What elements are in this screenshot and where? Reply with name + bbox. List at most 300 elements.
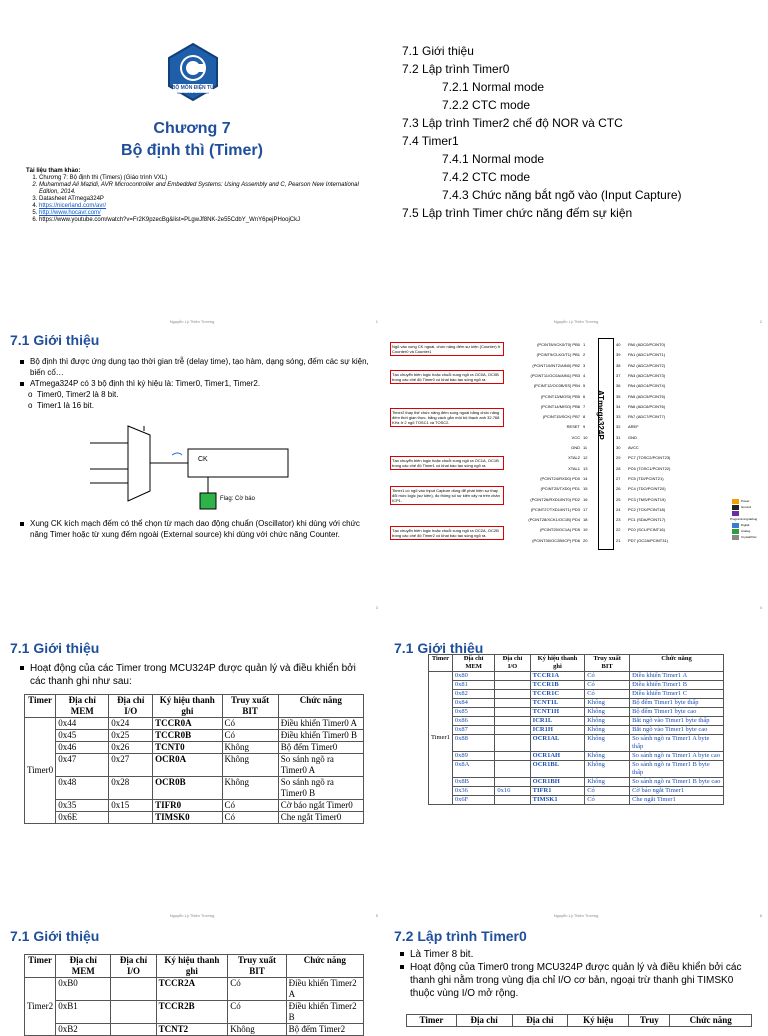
pin-label: (PCINT24/RXD0) PD0 bbox=[540, 475, 580, 481]
table-cell bbox=[109, 812, 153, 824]
table-cell: TIFR1 bbox=[530, 787, 585, 796]
table-cell: TIMSK1 bbox=[530, 796, 585, 805]
page-number: 4 bbox=[759, 605, 762, 610]
column-header: Ký hiệu thanh ghi bbox=[156, 955, 228, 978]
table-cell: Không bbox=[585, 735, 630, 752]
bullet-text: Bộ định thì được ứng dụng tạo thời gian trễ (delay time), tạo hàm, dạng sóng, đếm các sự kiện, biến cố… bbox=[30, 357, 369, 377]
references bbox=[26, 168, 366, 224]
pin-label: XTAL2 bbox=[568, 455, 580, 461]
table-row bbox=[429, 717, 724, 726]
table-cell: 0x46 bbox=[56, 742, 109, 754]
pin-number: 2 bbox=[583, 352, 586, 358]
pin-label: AVCC bbox=[628, 445, 639, 450]
chapter-title: Bộ định thì (Timer) bbox=[121, 142, 263, 159]
legend-item: Crystal/Osc bbox=[730, 534, 768, 540]
pin-number: 29 bbox=[616, 455, 621, 461]
pin-number: 1 bbox=[583, 342, 586, 347]
bullet-text: Hoạt động của Timer0 trong MCU324P được quản lý và điều khiển bởi các thanh ghi nằm trong vùng địa chỉ I/O cơ bản, ngoại trừ thanh ghi TIMSK0 thuộc vùng I/O mở rộng. bbox=[410, 961, 754, 1000]
table-row bbox=[429, 690, 724, 699]
table-row bbox=[25, 800, 364, 812]
pin-label: (PCINT27/TXD1/INT1) PD3 bbox=[530, 506, 580, 512]
slide-footer: Nguyễn Lý Thiên Trường bbox=[553, 319, 599, 324]
chapter-number: Chương 7 bbox=[153, 120, 231, 137]
table-row bbox=[25, 718, 364, 730]
legend-item: Power bbox=[730, 498, 768, 504]
table-cell: Không bbox=[585, 708, 630, 717]
table-cell: OCR1AL bbox=[530, 735, 585, 752]
toc-item[interactable]: 7.4.1 Normal mode bbox=[442, 152, 545, 166]
pin-number: 24 bbox=[616, 506, 621, 512]
column-header: Truy xuất BIT bbox=[228, 955, 286, 978]
timer-cell: Timer1 bbox=[429, 672, 453, 805]
table-cell: TCNT0 bbox=[153, 742, 222, 754]
table-cell: 0x25 bbox=[109, 730, 153, 742]
table-cell bbox=[495, 796, 530, 805]
bullet-text: Hoạt động của các Timer trong MCU324P được quản lý và điều khiển bởi các thanh ghi như sau: bbox=[30, 662, 369, 688]
column-header: Timer bbox=[429, 655, 453, 672]
table-cell: 0x15 bbox=[109, 800, 153, 812]
table-cell: Có bbox=[222, 730, 278, 742]
table-cell bbox=[495, 778, 530, 787]
page-number: 2 bbox=[759, 319, 762, 324]
table-cell: Không bbox=[585, 761, 630, 778]
pin-label: PA1 (ADC1/PCINT1) bbox=[628, 352, 666, 358]
table-cell: TCCR1A bbox=[530, 672, 585, 681]
table-cell: Điều khiển Timer0 B bbox=[278, 730, 363, 742]
note-box: Tạo chuyển biến logic hoặc chuỗi xung ngõ ra OC0A, OC0B trong các chế độ Timer0 có khai báo tạo sóng ngõ ra. bbox=[390, 370, 504, 384]
pin-number: 9 bbox=[583, 424, 586, 430]
pin-number: 6 bbox=[583, 393, 586, 399]
table-cell: Có bbox=[585, 672, 630, 681]
toc-item[interactable]: 7.2.1 Normal mode bbox=[442, 80, 545, 94]
column-header: Ký hiệu bbox=[568, 1015, 629, 1027]
pin-number: 21 bbox=[616, 537, 621, 543]
table-cell: TCCR1C bbox=[530, 690, 585, 699]
table-cell: Bộ đếm Timer1 byte cao bbox=[630, 708, 724, 717]
column-header: Địa chỉ MEM bbox=[56, 955, 111, 978]
table-cell bbox=[495, 761, 530, 778]
table-cell: So sánh ngõ ra Timer0 A bbox=[278, 754, 363, 777]
table-cell: 0x44 bbox=[56, 718, 109, 730]
table-cell: Có bbox=[585, 787, 630, 796]
pin-label: VCC bbox=[571, 434, 580, 440]
pin-label: PA5 (ADC5/PCINT5) bbox=[628, 393, 666, 399]
table-row bbox=[25, 730, 364, 742]
pin-number: 39 bbox=[616, 352, 621, 358]
table-row bbox=[25, 1001, 364, 1024]
pin-number: 8 bbox=[583, 414, 586, 420]
table-cell: 0x36 bbox=[452, 787, 494, 796]
logo-subtext: Electronics Department bbox=[177, 91, 209, 95]
table-cell bbox=[495, 717, 530, 726]
pin-number: 14 bbox=[583, 475, 588, 481]
ck-label: CK bbox=[198, 456, 208, 463]
table-cell: TCNT1L bbox=[530, 699, 585, 708]
table-cell: 0x45 bbox=[56, 730, 109, 742]
table-cell: Không bbox=[585, 726, 630, 735]
pin-label: (PCINT29/OC1A) PD5 bbox=[539, 527, 580, 533]
table-cell: TCNT1H bbox=[530, 708, 585, 717]
table-cell: TCNT2 bbox=[156, 1024, 228, 1036]
pin-number: 19 bbox=[583, 527, 588, 533]
pin-number: 28 bbox=[616, 465, 621, 471]
slide-timer0-registers bbox=[0, 616, 384, 924]
table-cell: Điều khiển Timer2 A bbox=[286, 978, 363, 1001]
pin-label: PA0 (ADC0/PCINT0) bbox=[628, 342, 666, 347]
table-row bbox=[25, 812, 364, 824]
pin-label: PA2 (ADC2/PCINT2) bbox=[628, 362, 666, 368]
pin-legend bbox=[730, 498, 768, 540]
table-cell: Không bbox=[222, 742, 278, 754]
column-header: Timer bbox=[25, 695, 56, 718]
column-header: Chức năng bbox=[286, 955, 363, 978]
toc-item[interactable]: 7.4.3 Chức năng bắt ngõ vào (Input Capture) bbox=[442, 188, 682, 202]
slide-title: 7.1 Giới thiệu bbox=[10, 640, 100, 656]
table-cell: Bắt ngõ vào Timer1 byte thấp bbox=[630, 717, 724, 726]
pin-number: 18 bbox=[583, 517, 588, 523]
slide-timer2-registers bbox=[0, 920, 384, 1034]
column-header: Truy bbox=[629, 1015, 670, 1027]
sub-bullet: o Timer1 là 16 bit. bbox=[28, 401, 94, 410]
reference-item: 3. Datasheet ATmega324P bbox=[39, 196, 366, 203]
pin-number: 30 bbox=[616, 445, 621, 450]
legend-item: Digital bbox=[730, 522, 768, 528]
column-header: Chức năng bbox=[278, 695, 363, 718]
register-table bbox=[428, 654, 724, 805]
pin-number: 11 bbox=[583, 445, 588, 450]
table-cell: So sánh ngõ ra Timer1 A byte thấp bbox=[630, 735, 724, 752]
note-box: Timer2 thay thế chức năng đếm sung ngoài bằng chức năng đếm thời gian thực, bằng cách gắn một bộ thạch anh 32.768 KHz ở 2 ngõ TOSC1 và TOSC2. bbox=[390, 408, 504, 427]
pin-label: (PCINT14/MISO) PB6 bbox=[540, 403, 580, 409]
pin-label: (PCINT10/INT2/AIN0) PB2 bbox=[532, 362, 580, 368]
slide-footer: Nguyễn Lý Thiên Trường bbox=[169, 319, 215, 324]
table-row bbox=[429, 672, 724, 681]
pin-label: XTAL1 bbox=[568, 465, 580, 471]
references-heading: Tài liệu tham khảo: bbox=[26, 168, 81, 174]
table-cell bbox=[495, 672, 530, 681]
timer-block-diagram bbox=[90, 421, 290, 511]
table-cell: Có bbox=[222, 718, 278, 730]
pin-number: 20 bbox=[583, 537, 588, 543]
pin-number: 25 bbox=[616, 496, 621, 502]
bullet-text: Xung CK kích mạch đếm có thể chọn từ mạch dao động chuẩn (Oscillator) khi dùng với chức năng Timer hoặc từ xung đếm ngoài (External source) khi dùng với chức năng Counter. bbox=[30, 518, 369, 540]
table-cell: Cờ báo ngắt Timer0 bbox=[278, 800, 363, 812]
table-cell: Cờ báo ngắt Timer1 bbox=[630, 787, 724, 796]
table-cell: 0xB2 bbox=[56, 1024, 111, 1036]
table-cell: Có bbox=[228, 978, 286, 1001]
table-row bbox=[25, 777, 364, 800]
table-cell: TIMSK0 bbox=[153, 812, 222, 824]
toc-item[interactable]: 7.2.2 CTC mode bbox=[442, 98, 531, 112]
table-cell: 0x28 bbox=[109, 777, 153, 800]
chapter-heading bbox=[0, 118, 384, 162]
table-cell: Bộ đếm Timer1 byte thấp bbox=[630, 699, 724, 708]
pin-label: PC7 (TOSC2/PCINT23) bbox=[628, 455, 671, 461]
note-box: Ngõ vào xung CK ngoài, chức năng đếm sự kiện (Counter) ở Counter0 và Counter1 bbox=[390, 342, 504, 356]
table-cell: Che ngắt Timer0 bbox=[278, 812, 363, 824]
pin-label: PC2 (TCK/PCINT18) bbox=[628, 506, 666, 512]
pin-number: 10 bbox=[583, 434, 588, 440]
table-cell: Có bbox=[222, 812, 278, 824]
toc-item[interactable]: 7.1 Giới thiệu bbox=[402, 44, 474, 58]
pin-number: 36 bbox=[616, 383, 621, 389]
slide-title bbox=[0, 22, 384, 330]
pin-label: PC0 (SCL/PCINT16) bbox=[628, 527, 665, 533]
slide-title: 7.1 Giới thiệu bbox=[394, 640, 484, 656]
table-row bbox=[429, 726, 724, 735]
table-cell: So sánh ngõ ra Timer1 A byte cao bbox=[630, 752, 724, 761]
table-cell: 0x6F bbox=[452, 796, 494, 805]
table-cell: 0x86 bbox=[452, 717, 494, 726]
pin-label: (PCINT30/OC2B/ICP) PD6 bbox=[532, 537, 580, 543]
register-table bbox=[24, 694, 364, 824]
column-header: Địa chỉ I/O bbox=[495, 655, 530, 672]
table-cell: 0x6E bbox=[56, 812, 109, 824]
table-cell bbox=[495, 699, 530, 708]
chip-name: ATmega324P bbox=[596, 390, 605, 440]
logo-text: BỘ MÔN ĐIỆN TỬ bbox=[171, 85, 215, 91]
table-cell: TCCR0B bbox=[153, 730, 222, 742]
toc-item[interactable]: 7.4 Timer1 bbox=[402, 134, 459, 148]
reference-link[interactable]: http://www.hocavr.com/ bbox=[39, 210, 101, 216]
column-header: Địa chỉ I/O bbox=[109, 695, 153, 718]
table-cell: Không bbox=[228, 1024, 286, 1036]
table-row bbox=[429, 796, 724, 805]
table-cell: Không bbox=[585, 699, 630, 708]
table-cell: 0x35 bbox=[56, 800, 109, 812]
slide-title: 7.1 Giới thiệu bbox=[10, 928, 100, 944]
slide-timer1-registers bbox=[384, 616, 768, 924]
pin-number: 37 bbox=[616, 372, 621, 378]
pin-number: 15 bbox=[583, 486, 588, 492]
pin-label: (PCINT9/CLKO/T1) PB1 bbox=[536, 352, 580, 358]
pin-label: (PCINT28/XCK1/OC1B) PD4 bbox=[528, 517, 580, 523]
table-row bbox=[429, 752, 724, 761]
table-cell: Không bbox=[222, 754, 278, 777]
pin-label: RESET bbox=[566, 424, 580, 430]
column-header: Địa chỉ bbox=[512, 1015, 568, 1027]
table-cell: Bắt ngõ vào Timer1 byte cao bbox=[630, 726, 724, 735]
pin-label: (PCINT8/XCK0/T0) PB0 bbox=[537, 342, 580, 347]
table-cell: 0xB0 bbox=[56, 978, 111, 1001]
table-cell: 0x87 bbox=[452, 726, 494, 735]
table-cell: OCR1BL bbox=[530, 761, 585, 778]
table-cell: TCCR0A bbox=[153, 718, 222, 730]
bullet-text: Là Timer 8 bit. bbox=[410, 948, 754, 961]
pin-number: 27 bbox=[616, 475, 621, 481]
table-cell: TIFR0 bbox=[153, 800, 222, 812]
column-header: Địa chỉ MEM bbox=[452, 655, 494, 672]
table-cell: 0x84 bbox=[452, 699, 494, 708]
table-cell: Không bbox=[585, 752, 630, 761]
table-row bbox=[429, 778, 724, 787]
note-box: Tạo chuyển biến logic hoặc chuỗi xung ngõ ra OC2A, OC2B trong các chế độ Timer2 có khai báo tạo sóng ngõ ra. bbox=[390, 526, 504, 540]
column-header: Ký hiệu thanh ghi bbox=[153, 695, 222, 718]
column-header: Ký hiệu thanh ghi bbox=[530, 655, 585, 672]
table-cell: Điều khiển Timer0 A bbox=[278, 718, 363, 730]
pin-label: PC3 (TMS/PCINT19) bbox=[628, 496, 666, 502]
table-row bbox=[429, 708, 724, 717]
table-cell bbox=[111, 978, 156, 1001]
reference-item: 2. Muhammad Ali Mazidi, AVR Microcontroller and Embedded Systems: Using Assembly and C, Pearson New International Edition, 2014. bbox=[39, 182, 366, 196]
toc-item[interactable]: 7.5 Lập trình Timer chức năng đếm sự kiện bbox=[402, 206, 633, 220]
slide-footer: Nguyễn Lý Thiên Trường bbox=[169, 913, 215, 918]
table-cell: Có bbox=[585, 681, 630, 690]
pin-number: 4 bbox=[583, 372, 586, 378]
table-row bbox=[429, 699, 724, 708]
table-cell: Không bbox=[585, 717, 630, 726]
pin-label: GND bbox=[628, 434, 637, 440]
page-number: 5 bbox=[375, 913, 378, 918]
pin-number: 12 bbox=[583, 455, 588, 461]
page-number: 6 bbox=[759, 913, 762, 918]
pin-label: (PCINT26/RXD1/INT0) PD2 bbox=[530, 496, 580, 502]
flag-label: Flag: Cờ báo bbox=[220, 496, 255, 502]
pin-number: 35 bbox=[616, 393, 621, 399]
table-cell: Điều khiển Timer1 B bbox=[630, 681, 724, 690]
pin-label: (PCINT11/OC0A/AIN1) PB3 bbox=[530, 372, 580, 378]
table-cell: 0x81 bbox=[452, 681, 494, 690]
pin-number: 22 bbox=[616, 527, 621, 533]
table-row bbox=[25, 742, 364, 754]
pin-number: 16 bbox=[583, 496, 588, 502]
table-row bbox=[429, 681, 724, 690]
table-cell: 0x48 bbox=[56, 777, 109, 800]
register-table bbox=[406, 1014, 752, 1027]
table-cell: So sánh ngõ ra Timer0 B bbox=[278, 777, 363, 800]
table-cell bbox=[495, 735, 530, 752]
table-cell: TCCR2A bbox=[156, 978, 228, 1001]
pin-label: (PCINT25/TXD0) PD1 bbox=[540, 486, 580, 492]
table-cell bbox=[111, 1001, 156, 1024]
column-header: Timer bbox=[407, 1015, 457, 1027]
pin-label: PC1 (SDA/PCINT17) bbox=[628, 517, 666, 523]
pin-number: 23 bbox=[616, 517, 621, 523]
table-cell: Có bbox=[585, 690, 630, 699]
table-cell: OCR0B bbox=[153, 777, 222, 800]
table-cell bbox=[495, 708, 530, 717]
table-cell: TCCR1B bbox=[530, 681, 585, 690]
pin-label: PC5 (TDI/PCINT21) bbox=[628, 475, 664, 481]
pin-label: PD7 (OC2A/PCINT31) bbox=[628, 537, 669, 543]
table-row bbox=[429, 735, 724, 752]
column-header: Chức năng bbox=[670, 1015, 752, 1027]
table-cell: Điều khiển Timer1 C bbox=[630, 690, 724, 699]
slide-intro bbox=[0, 308, 384, 616]
table-row bbox=[25, 754, 364, 777]
toc-item[interactable]: 7.4.2 CTC mode bbox=[442, 170, 531, 184]
table-cell: 0x27 bbox=[109, 754, 153, 777]
table-cell: 0x89 bbox=[452, 752, 494, 761]
legend-item: Ground bbox=[730, 504, 768, 510]
table-cell: Điều khiển Timer1 A bbox=[630, 672, 724, 681]
pin-number: 40 bbox=[616, 342, 621, 347]
table-cell: 0xB1 bbox=[56, 1001, 111, 1024]
timer-cell: Timer0 bbox=[25, 718, 56, 824]
column-header: Chức năng bbox=[630, 655, 724, 672]
pin-label: AREF bbox=[628, 424, 639, 430]
table-cell: Bộ đếm Timer0 bbox=[278, 742, 363, 754]
table-cell: 0x16 bbox=[495, 787, 530, 796]
table-cell bbox=[495, 690, 530, 699]
table-cell: So sánh ngõ ra Timer1 B byte cao bbox=[630, 778, 724, 787]
table-cell: Điều khiển Timer2 B bbox=[286, 1001, 363, 1024]
pin-label: PA3 (ADC3/PCINT3) bbox=[628, 372, 666, 378]
toc-item[interactable]: 7.2 Lập trình Timer0 bbox=[402, 62, 510, 76]
slide-title: 7.1 Giới thiệu bbox=[10, 332, 100, 348]
pin-number: 32 bbox=[616, 424, 621, 430]
sub-bullet: o Timer0, Timer2 là 8 bit. bbox=[28, 390, 119, 399]
register-table bbox=[24, 954, 364, 1036]
table-cell: Có bbox=[228, 1001, 286, 1024]
table-cell: Không bbox=[585, 778, 630, 787]
slide-title: 7.2 Lập trình Timer0 bbox=[394, 928, 527, 944]
table-row bbox=[429, 761, 724, 778]
pin-number: 33 bbox=[616, 414, 621, 420]
reference-item: 1. Chương 7: Bộ định thì (Timers) (Giáo trình VXL) bbox=[39, 175, 366, 182]
chip-body bbox=[598, 338, 614, 550]
toc-item[interactable]: 7.3 Lập trình Timer2 chế độ NOR và CTC bbox=[402, 116, 623, 130]
table-cell: ICR1L bbox=[530, 717, 585, 726]
pin-number: 38 bbox=[616, 362, 621, 368]
pin-number: 13 bbox=[583, 465, 588, 471]
table-cell bbox=[495, 681, 530, 690]
slide-footer: Nguyễn Lý Thiên Trường bbox=[553, 913, 599, 918]
column-header: Truy xuất BIT bbox=[222, 695, 278, 718]
table-cell: TCCR2B bbox=[156, 1001, 228, 1024]
pin-number: 34 bbox=[616, 403, 621, 409]
page-number: 3 bbox=[375, 605, 378, 610]
column-header: Địa chỉ MEM bbox=[56, 695, 109, 718]
table-cell: 0x8B bbox=[452, 778, 494, 787]
table-cell bbox=[111, 1024, 156, 1036]
column-header: Truy xuất BIT bbox=[585, 655, 630, 672]
table-cell bbox=[495, 752, 530, 761]
pin-label: (PCINT13/MOSI) PB5 bbox=[540, 393, 580, 399]
table-row bbox=[25, 978, 364, 1001]
reference-link[interactable]: https://nicerland.com/avr/ bbox=[39, 203, 107, 209]
pin-label: (PCINT12/OC0B/SS) PB4 bbox=[533, 383, 580, 389]
column-header: Địa chỉ I/O bbox=[111, 955, 156, 978]
note-box: Timer1 có ngõ vào Input Capture dùng để phát hiện sự thay đổi mức logic (sự kiện), đo thông số sự kiện xảy ra trên chân ICP1. bbox=[390, 486, 504, 505]
pin-label: PA4 (ADC4/PCINT4) bbox=[628, 383, 666, 389]
pin-label: PC4 (TDO/PCINT20) bbox=[628, 486, 666, 492]
pin-number: 3 bbox=[583, 362, 586, 368]
note-box: Tạo chuyển biến logic hoặc chuỗi xung ngõ ra OC1A, OC1B trong các chế độ Timer1 có khai báo tạo sóng ngõ ra. bbox=[390, 456, 504, 470]
pin-number: 5 bbox=[583, 383, 586, 389]
table-cell: 0x88 bbox=[452, 735, 494, 752]
pin-label: (PCINT15/SCK) PB7 bbox=[542, 414, 580, 420]
table-cell: Có bbox=[222, 800, 278, 812]
pin-number: 17 bbox=[583, 506, 588, 512]
table-cell: Che ngắt Timer1 bbox=[630, 796, 724, 805]
pin-label: PC6 (TOSC1/PCINT22) bbox=[628, 465, 671, 471]
table-cell: Không bbox=[222, 777, 278, 800]
table-cell: 0x24 bbox=[109, 718, 153, 730]
table-cell: 0x82 bbox=[452, 690, 494, 699]
table-cell: OCR1BH bbox=[530, 778, 585, 787]
table-cell: 0x85 bbox=[452, 708, 494, 717]
timer-cell: Timer2 bbox=[25, 978, 56, 1036]
table-cell bbox=[495, 726, 530, 735]
table-cell: 0x26 bbox=[109, 742, 153, 754]
table-cell: OCR0A bbox=[153, 754, 222, 777]
legend-item: Analog bbox=[730, 528, 768, 534]
page-number: 1 bbox=[375, 319, 378, 324]
pin-label: PA7 (ADC7/PCINT7) bbox=[628, 414, 666, 420]
table-cell: ICR1H bbox=[530, 726, 585, 735]
column-header: Timer bbox=[25, 955, 56, 978]
